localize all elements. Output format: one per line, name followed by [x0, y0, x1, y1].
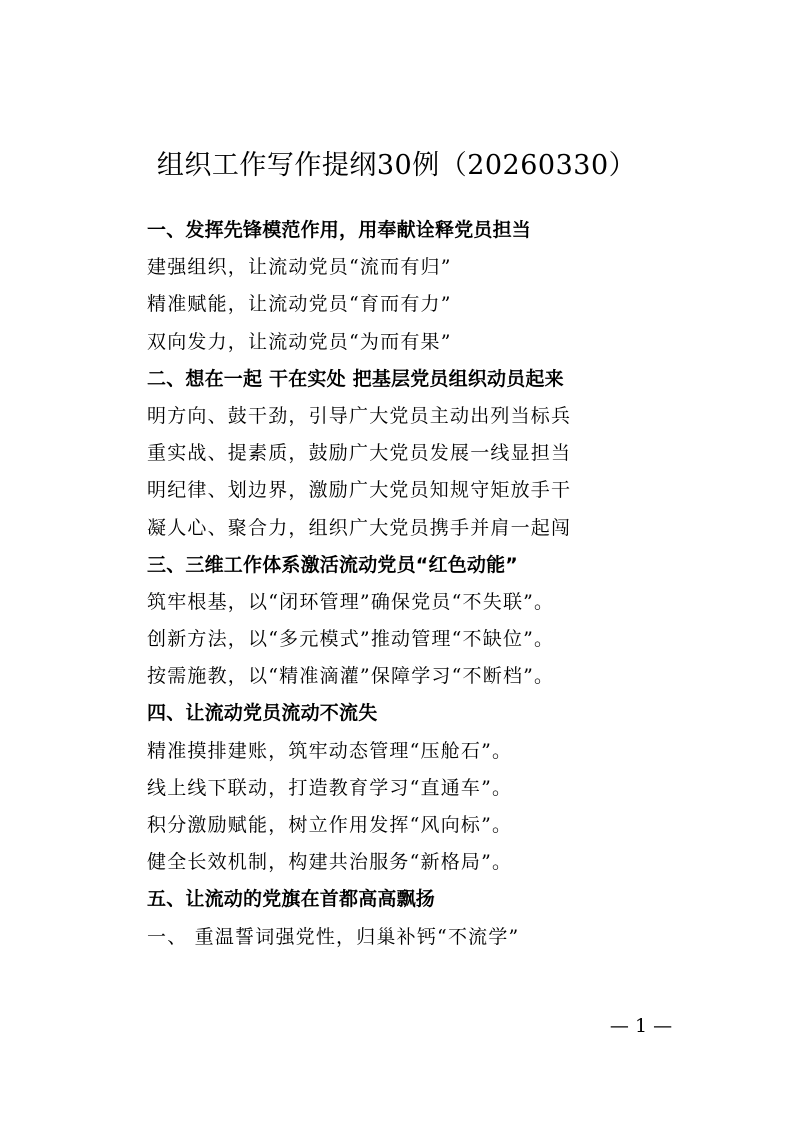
section-3-item-2: 创新方法，以“多元模式”推动管理“不缺位”。 — [147, 628, 555, 651]
section-4-item-3: 积分激励赋能，树立作用发挥“风向标”。 — [147, 814, 513, 836]
section-2-item-2: 重实战、提素质，鼓励广大党员发展一线显担当 — [147, 442, 572, 465]
section-heading-4: 四、让流动党员流动不流失 — [147, 702, 378, 725]
section-4-item-2: 线上线下联动，打造教育学习“直通车”。 — [147, 776, 513, 799]
section-3-item-3: 按需施教，以“精准滴灌”保障学习“不断档”。 — [147, 665, 555, 688]
section-2-item-4: 凝人心、聚合力，组织广大党员携手并肩一起闯 — [147, 516, 572, 539]
section-heading-5: 五、让流动的党旗在首都高高飘扬 — [147, 888, 436, 911]
section-5-item-1: 一、 重温誓词强党性，归巢补钙“不流学” — [147, 925, 520, 948]
section-3-item-1: 筑牢根基，以“闭环管理”确保党员“不失联”。 — [147, 590, 555, 613]
section-1-item-3: 双向发力，让流动党员“为而有果” — [147, 330, 452, 353]
section-heading-2: 二、想在一起 干在实处 把基层党员组织动员起来 — [147, 367, 564, 390]
section-heading-3: 三、三维工作体系激活流动党员“红色动能” — [147, 553, 518, 576]
section-1-item-2: 精准赋能，让流动党员“育而有力” — [147, 293, 452, 316]
section-heading-1: 一、发挥先锋模范作用，用奉献诠释党员担当 — [147, 219, 532, 241]
section-4-item-4: 健全长效机制，构建共治服务“新格局”。 — [147, 851, 513, 874]
page-number: — 1 — — [609, 1015, 673, 1037]
outline-content — [147, 212, 667, 956]
section-2-item-3: 明纪律、划边界，激励广大党员知规守矩放手干 — [147, 479, 572, 502]
section-2-item-1: 明方向、鼓干劲，引导广大党员主动出列当标兵 — [147, 404, 572, 427]
section-4-item-1: 精准摸排建账，筑牢动态管理“压舱石”。 — [147, 739, 513, 762]
document-title: 组织工作写作提纲30例（20260330） — [156, 150, 637, 181]
section-1-item-1: 建强组织，让流动党员“流而有归” — [147, 256, 452, 279]
